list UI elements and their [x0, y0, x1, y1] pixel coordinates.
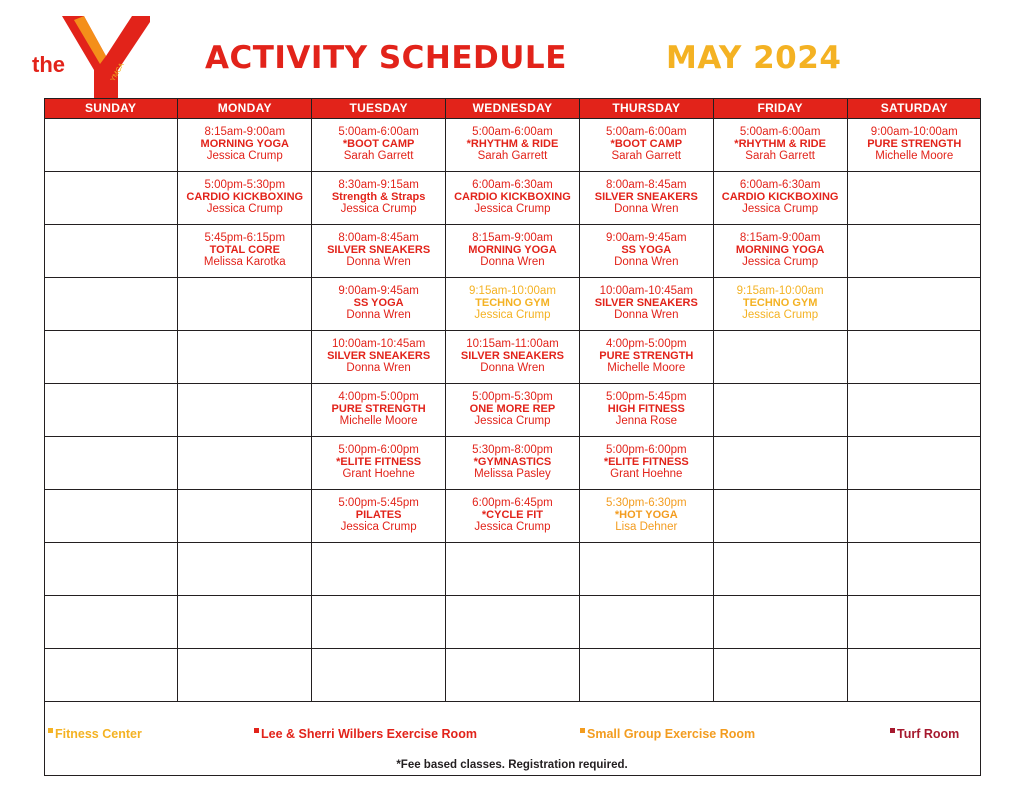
class-instructor: Jessica Crump — [340, 203, 417, 215]
legend-label: Small Group Exercise Room — [587, 727, 756, 741]
class-name: PURE STRENGTH — [867, 138, 962, 150]
class-name: TOTAL CORE — [209, 244, 280, 256]
class-name: SS YOGA — [621, 244, 672, 256]
class-time: 10:15am-11:00am — [466, 338, 559, 350]
legend-wilbers-exercise-room — [254, 727, 477, 741]
class-time: 5:00pm-6:00pm — [338, 444, 419, 456]
class-name: TECHNO GYM — [475, 297, 550, 309]
class-name: MORNING YOGA — [468, 244, 557, 256]
class-instructor: Donna Wren — [480, 362, 545, 374]
class-time: 5:00pm-5:45pm — [338, 497, 419, 509]
class-name: *ELITE FITNESS — [336, 456, 422, 468]
class-time: 10:00am-10:45am — [331, 338, 426, 350]
class-name: *ELITE FITNESS — [603, 456, 689, 468]
class-time: 5:30pm-8:00pm — [472, 444, 553, 456]
class-instructor: Donna Wren — [614, 203, 679, 215]
legend-swatch — [48, 728, 53, 733]
class-instructor: Melissa Karotka — [203, 256, 286, 268]
class-time: 5:00am-6:00am — [472, 126, 553, 138]
day-header-tuesday: TUESDAY — [312, 98, 446, 119]
class-instructor: Sarah Garrett — [477, 150, 548, 162]
class-name: Strength & Straps — [331, 191, 426, 203]
class-instructor: Donna Wren — [346, 362, 411, 374]
class-instructor: Jessica Crump — [474, 415, 551, 427]
legend-label: Lee & Sherri Wilbers Exercise Room — [261, 727, 477, 741]
fee-note: *Fee based classes. Registration required. — [396, 759, 628, 771]
class-name: CARDIO KICKBOXING — [721, 191, 839, 203]
class-name: SILVER SNEAKERS — [594, 297, 698, 309]
month-title: MAY 2024 — [666, 40, 842, 76]
class-instructor: Jessica Crump — [474, 309, 551, 321]
class-time: 4:00pm-5:00pm — [606, 338, 687, 350]
class-instructor: Jessica Crump — [474, 521, 551, 533]
class-time: 10:00am-10:45am — [599, 285, 693, 297]
class-time: 5:00pm-6:00pm — [606, 444, 687, 456]
class-instructor: Grant Hoehne — [610, 468, 683, 480]
class-instructor: Donna Wren — [480, 256, 545, 268]
legend-label: Fitness Center — [55, 727, 142, 741]
class-time: 8:30am-9:15am — [338, 179, 419, 191]
class-name: TECHNO GYM — [742, 297, 818, 309]
legend-label: Turf Room — [897, 727, 960, 741]
class-instructor: Jessica Crump — [340, 521, 417, 533]
class-name: SILVER SNEAKERS — [327, 350, 431, 362]
class-name: PURE STRENGTH — [599, 350, 694, 362]
legend-small-group-room — [580, 727, 755, 741]
class-name: SILVER SNEAKERS — [594, 191, 698, 203]
class-time: 6:00am-6:30am — [739, 179, 821, 191]
class-instructor: Jessica Crump — [206, 150, 283, 162]
class-instructor: Sarah Garrett — [611, 150, 682, 162]
class-time: 5:00pm-5:45pm — [606, 391, 687, 403]
class-time: 5:00pm-5:30pm — [204, 179, 286, 191]
class-instructor: Jessica Crump — [742, 309, 819, 321]
legend-turf-room — [890, 727, 959, 741]
day-header-saturday: SATURDAY — [847, 98, 981, 119]
day-header-wednesday: WEDNESDAY — [446, 98, 580, 119]
class-instructor: Grant Hoehne — [342, 468, 415, 480]
class-name: MORNING YOGA — [735, 244, 825, 256]
class-name: SS YOGA — [353, 297, 404, 309]
class-instructor: Melissa Pasley — [474, 468, 551, 480]
class-name: *BOOT CAMP — [610, 138, 683, 150]
class-time: 5:00am-6:00am — [739, 126, 821, 138]
class-instructor: Donna Wren — [346, 256, 411, 268]
class-name: *RHYTHM & RIDE — [734, 138, 826, 150]
logo-ymca-text: YMCA — [109, 61, 126, 83]
class-instructor: Jessica Crump — [742, 203, 819, 215]
class-name: SILVER SNEAKERS — [460, 350, 564, 362]
ymca-logo — [30, 12, 140, 98]
day-header-sunday: SUNDAY — [44, 98, 178, 119]
legend-swatch — [580, 728, 585, 733]
legend-fitness-center — [48, 727, 142, 741]
class-time: 6:00am-6:30am — [472, 179, 553, 191]
class-instructor: Lisa Dehner — [615, 521, 678, 533]
class-name: MORNING YOGA — [200, 138, 289, 150]
day-header-monday: MONDAY — [178, 98, 312, 119]
class-name: *BOOT CAMP — [342, 138, 415, 150]
class-name: CARDIO KICKBOXING — [454, 191, 571, 203]
logo-the-text: the — [32, 52, 65, 77]
class-instructor: Jessica Crump — [206, 203, 283, 215]
class-time: 5:00am-6:00am — [606, 126, 687, 138]
class-name: ONE MORE REP — [469, 403, 556, 415]
class-instructor: Michelle Moore — [607, 362, 686, 374]
class-name: *HOT YOGA — [614, 509, 678, 521]
class-name: SILVER SNEAKERS — [327, 244, 431, 256]
class-name: *CYCLE FIT — [481, 509, 544, 521]
class-time: 8:00am-8:45am — [338, 232, 419, 244]
class-time: 8:15am-9:00am — [204, 126, 286, 138]
class-instructor: Jessica Crump — [474, 203, 551, 215]
class-time: 5:00pm-5:30pm — [472, 391, 553, 403]
class-instructor: Donna Wren — [614, 256, 679, 268]
page-title: ACTIVITY SCHEDULE — [205, 40, 567, 76]
class-time: 9:15am-10:00am — [468, 285, 556, 297]
class-time: 5:30pm-6:30pm — [606, 497, 687, 509]
class-name: *RHYTHM & RIDE — [466, 138, 559, 150]
class-name: CARDIO KICKBOXING — [186, 191, 304, 203]
day-header-thursday: THURSDAY — [579, 98, 713, 119]
day-header-friday: FRIDAY — [713, 98, 847, 119]
class-time: 9:00am-9:45am — [606, 232, 687, 244]
class-time: 8:00am-8:45am — [606, 179, 687, 191]
legend-swatch — [254, 728, 259, 733]
class-time: 4:00pm-5:00pm — [338, 391, 419, 403]
class-time: 9:00am-9:45am — [338, 285, 419, 297]
class-instructor: Michelle Moore — [875, 150, 954, 162]
class-instructor: Donna Wren — [614, 309, 679, 321]
class-time: 8:15am-9:00am — [472, 232, 553, 244]
class-instructor: Donna Wren — [346, 309, 411, 321]
class-name: *GYMNASTICS — [473, 456, 552, 468]
class-instructor: Sarah Garrett — [343, 150, 414, 162]
class-name: PURE STRENGTH — [331, 403, 426, 415]
class-time: 5:00am-6:00am — [338, 126, 419, 138]
class-instructor: Jenna Rose — [615, 415, 677, 427]
class-instructor: Michelle Moore — [339, 415, 418, 427]
class-name: PILATES — [355, 509, 402, 521]
class-time: 9:00am-10:00am — [870, 126, 958, 138]
class-time: 5:45pm-6:15pm — [204, 232, 286, 244]
class-time: 8:15am-9:00am — [739, 232, 821, 244]
legend-swatch — [890, 728, 895, 733]
class-instructor: Jessica Crump — [742, 256, 819, 268]
class-name: HIGH FITNESS — [607, 403, 685, 415]
class-instructor: Sarah Garrett — [745, 150, 815, 162]
class-time: 6:00pm-6:45pm — [472, 497, 553, 509]
class-time: 9:15am-10:00am — [736, 285, 824, 297]
schedule-frame — [44, 98, 981, 776]
ymca-y-mark-icon — [60, 12, 150, 98]
